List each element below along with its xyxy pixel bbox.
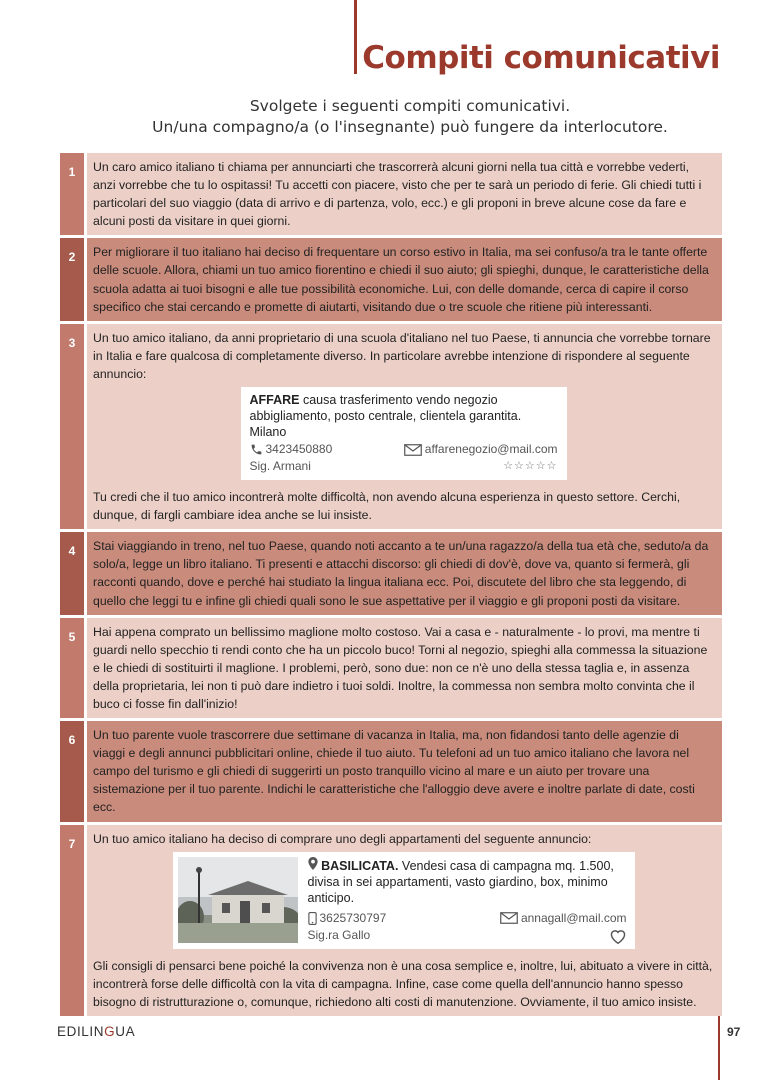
task-text: Stai viaggiando in treno, nel tuo Paese, quando noti accanto a te un/una ragazzo/a della tua età che, seduto/a da solo/a, legge un libro italiano. Ti presenti e attacchi discorso: gli chiedi di dov'è, dove va, quanto si fermerà, gli racconti quando, dove e perché hai studiato la lingua italiana ecc. Poi, discutete del libro che sta leggendo, di quello che leggi tu e infine gli chiedi quali sono le sue aspettative per il viaggio e gli proponi posti da visitare. (87, 532, 722, 614)
task-text: Per migliorare il tuo italiano hai deciso di frequentare un corso estivo in Italia, ma sei confuso/a tra le tante offerte delle scuole. Allora, chiami un tuo amico fiorentino e chiedi il suo aiuto; gli spieghi, dunque, le caratteristiche della scuola adatta ai tuoi bisogni e alle tue possibilità economiche. Lui, con delle domande, cerca di capire il corso specifico che stai cercando e promette di aiutarti, visitando due o tre scuole che ritiene più interessanti. (87, 238, 722, 320)
ad-contact-name: Sig. Armani (249, 459, 311, 474)
task-5 (60, 618, 722, 718)
classified-ad-house (173, 852, 635, 949)
ad-contact-name: Sig.ra Gallo (307, 928, 371, 943)
task-body (87, 825, 722, 1016)
task-number: 1 (60, 153, 84, 235)
star-rating-icon: ☆☆☆☆☆ (503, 460, 558, 473)
heart-icon (609, 928, 627, 944)
house-photo (178, 857, 298, 943)
instructions (60, 96, 760, 138)
task-1 (60, 153, 722, 235)
footer-rule (718, 1016, 720, 1080)
ad-email: annagall@mail.com (520, 910, 627, 925)
publisher-logo: EDILINGUA (57, 1024, 136, 1039)
task-text: Un caro amico italiano ti chiama per annunciarti che trascorrerà alcuni giorni nella tua città e vorrebbe vederti, anzi vorrebbe che tu lo ospitassi! Tu accetti con piacere, visto che per te sarà un periodo di ferie. Gli chiedi tutti i particolari del suo viaggio (data di arrivo e di partenza, volo, ecc.) e gli proponi in breve alcune cose da fare e alcuni posti da visitare in quei giorni. (87, 153, 722, 235)
envelope-icon (500, 912, 518, 924)
map-pin-icon (308, 858, 322, 873)
instructions-line-2: Un/una compagno/a (o l'insegnante) può fungere da interlocutore. (152, 118, 668, 136)
ad-headline: BASILICATA. (321, 858, 399, 873)
task-list (60, 153, 722, 1019)
task-6 (60, 721, 722, 821)
task-3 (60, 324, 722, 529)
task-2 (60, 238, 722, 320)
ad-headline: AFFARE (249, 393, 300, 408)
task-4 (60, 532, 722, 614)
ad-phone: 3625730797 (319, 910, 387, 925)
header-rule (354, 0, 357, 74)
page-title: Compiti comunicativi (362, 40, 720, 76)
task-number: 6 (60, 721, 84, 821)
instructions-line-1: Svolgete i seguenti compiti comunicativi. (249, 97, 571, 115)
ad-contact-row (250, 442, 558, 457)
task-text-continued: Gli consigli di pensarci bene poiché la convivenza non è una cosa semplice e, inoltre, lui, abituato a vivere in città, incontrerà forse delle difficoltà con la vita di campagna. Infine, case come quella dell'annuncio hanno spesso bisogno di ristrutturazione o, comunque, richiedono alti costi di manutenzione. Ovviamente, il tuo amico insiste. (93, 958, 713, 1009)
task-text: Hai appena comprato un bellissimo maglione molto costoso. Vai a casa e - naturalmente - lo provi, ma mentre ti guardi nello specchio ti rendi conto che ha un piccolo buco! Torni al negozio, spieghi alla commessa la situazione e le chiedi di sostituirti il maglione. I problemi, però, sono due: non ce n'è uno della stessa taglia e, in assenza della proprietaria, lei non ti può dare indietro i tuoi soldi. Inoltre, la commessa non sembra molto convinta che il buco ci fosse fin dall'inizio! (87, 618, 722, 718)
ad-body: causa trasferimento vendo negozio abbigliamento, posto centrale, clientela garantita. Milano (249, 393, 522, 440)
ad-body: Vendesi casa di campagna mq. 1.500, divisa in sei appartamenti, vasto giardino, box, minimo anticipo. (307, 858, 614, 905)
page-number: 97 (727, 1025, 741, 1039)
task-number: 3 (60, 324, 84, 529)
classified-ad-shop (241, 387, 567, 480)
task-text: Un tuo parente vuole trascorrere due settimane di vacanza in Italia, ma, non fidandosi tanto delle agenzie di viaggi e degli annunci pubblicitari online, chiede il tuo aiuto. Tu telefoni ad un tuo amico italiano che lavora nel campo del turismo e gli chiedi di suggerirti un posto tranquillo vicino al mare e un aiuto per trovare una sistemazione per il tuo parente. Indichi le caratteristiche che l'alloggio deve avere e inoltre parlate di date, costi ecc. (87, 721, 722, 821)
task-text-continued: Tu credi che il tuo amico incontrerà molte difficoltà, non avendo alcuna esperienza in questo settore. Cerchi, dunque, di fargli cambiare idea anche se lui insiste. (93, 490, 681, 523)
envelope-icon (404, 444, 422, 456)
ad-footer-row (250, 459, 558, 474)
ad-content (308, 857, 627, 944)
task-number: 4 (60, 532, 84, 614)
task-number: 5 (60, 618, 84, 718)
ad-description (308, 857, 627, 906)
phone-icon (250, 443, 263, 456)
task-text: Un tuo amico italiano ha deciso di comprare uno degli appartamenti del seguente annuncio: (93, 831, 592, 846)
task-7 (60, 825, 722, 1016)
task-number: 7 (60, 825, 84, 1016)
ad-description (250, 392, 558, 440)
phone-icon (308, 912, 317, 925)
task-text: Un tuo amico italiano, da anni proprietario di una scuola d'italiano nel tuo Paese, ti annuncia che vorrebbe tornare in Italia e fare qualcosa di completamente diverso. In particolare avrebbe intenzione di rispondere al seguente annuncio: (93, 330, 711, 381)
task-body (87, 324, 722, 529)
ad-footer-row (308, 928, 627, 944)
ad-email: affarenegozio@mail.com (424, 442, 558, 457)
task-number: 2 (60, 238, 84, 320)
ad-phone: 3423450880 (265, 442, 333, 457)
ad-contact-row (308, 911, 627, 926)
